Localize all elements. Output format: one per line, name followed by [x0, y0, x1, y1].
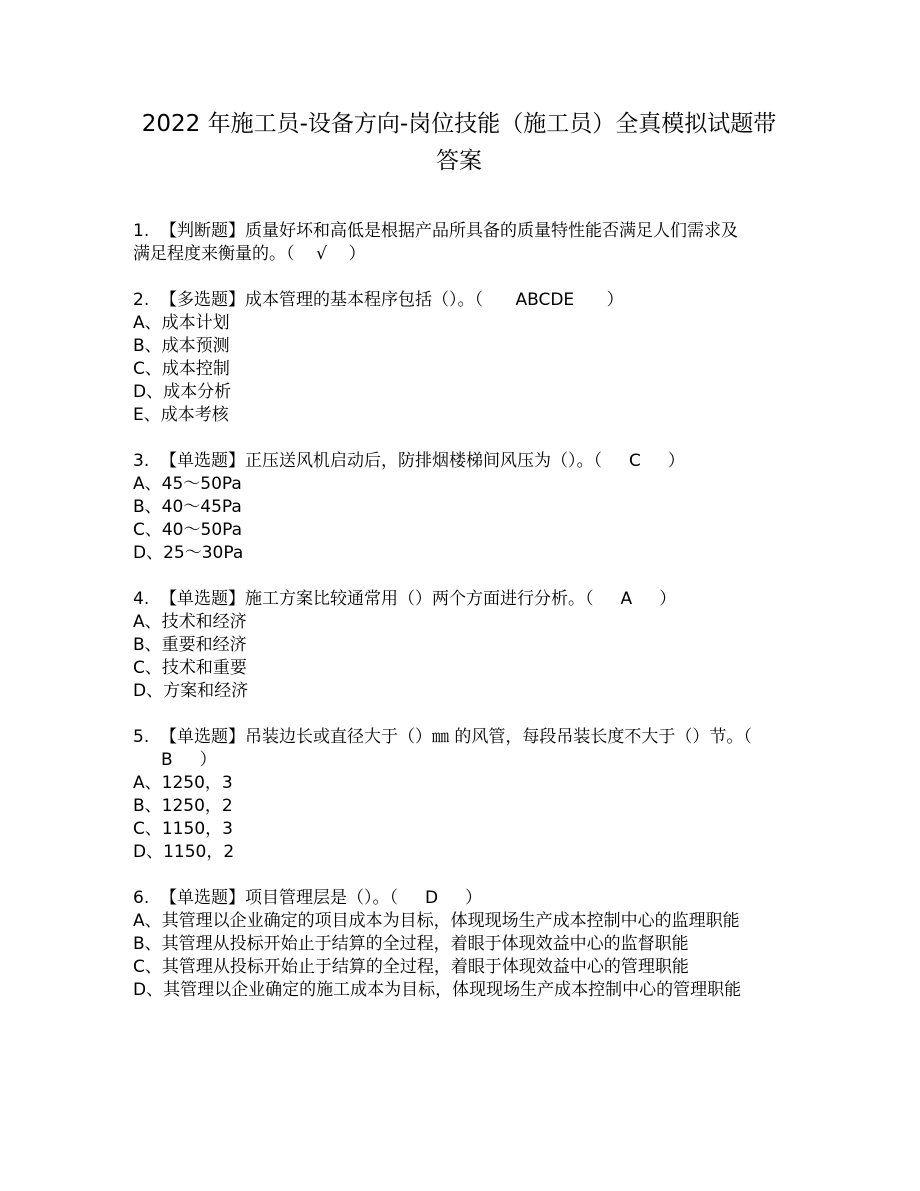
- option-c[interactable]: C、40～50Pa: [133, 520, 243, 540]
- option-a[interactable]: A、45～50Pa: [133, 474, 242, 494]
- option-a[interactable]: A、1250，3: [133, 773, 233, 793]
- option-list: [133, 312, 785, 427]
- option-b[interactable]: B、成本预测: [133, 336, 230, 356]
- option-list: [133, 910, 785, 1002]
- option-e[interactable]: E、成本考核: [133, 405, 229, 425]
- option-d[interactable]: D、1150，2: [133, 842, 235, 862]
- question-list: [133, 180, 785, 1002]
- option-a[interactable]: A、技术和经济: [133, 612, 247, 632]
- option-b[interactable]: B、其管理从投标开始止于结算的全过程，着眼于体现效益中心的监督职能: [133, 934, 689, 954]
- question-stem-continuation: 满足程度来衡量的。（ √ ）: [133, 244, 366, 264]
- question-item-2: [133, 289, 785, 427]
- option-list: [133, 611, 785, 703]
- question-stem: 6. 【单选题】项目管理层是（）。（ D ）: [133, 888, 483, 908]
- option-a[interactable]: A、成本计划: [133, 313, 230, 333]
- option-c[interactable]: C、其管理从投标开始止于结算的全过程，着眼于体现效益中心的管理职能: [133, 957, 689, 977]
- option-b[interactable]: B、重要和经济: [133, 635, 247, 655]
- question-item-4: [133, 588, 785, 703]
- option-list: [133, 772, 785, 864]
- option-d[interactable]: D、成本分析: [133, 382, 232, 402]
- option-d[interactable]: D、25～30Pa: [133, 543, 244, 563]
- option-d[interactable]: D、其管理以企业确定的施工成本为目标，体现现场生产成本控制中心的管理职能: [133, 980, 742, 1000]
- option-c[interactable]: C、成本控制: [133, 359, 230, 379]
- question-stem-continuation: B ）: [161, 750, 217, 770]
- option-c[interactable]: C、技术和重要: [133, 658, 247, 678]
- page-title: 2022 年施工员-设备方向-岗位技能（施工员）全真模拟试题带答案: [141, 111, 777, 174]
- option-d[interactable]: D、方案和经济: [133, 681, 249, 701]
- question-item-6: [133, 887, 785, 1002]
- option-b[interactable]: B、40～45Pa: [133, 497, 242, 517]
- option-b[interactable]: B、1250，2: [133, 796, 233, 816]
- document-content: [133, 0, 785, 1025]
- question-stem: 1. 【判断题】质量好坏和高低是根据产品所具备的质量特性能否满足人们需求及: [133, 221, 739, 241]
- question-item-3: [133, 450, 785, 565]
- question-stem: 5. 【单选题】吊装边长或直径大于（）㎜ 的风管，每段吊装长度不大于（）节。（: [133, 727, 752, 747]
- question-stem: 4. 【单选题】施工方案比较通常用（）两个方面进行分析。（ A ）: [133, 589, 677, 609]
- question-stem: 3. 【单选题】正压送风机启动后，防排烟楼梯间风压为（）。（ C ）: [133, 451, 685, 471]
- question-item-1: [133, 220, 785, 266]
- question-item-5: [133, 726, 785, 864]
- option-list: [133, 473, 785, 565]
- option-c[interactable]: C、1150，3: [133, 819, 233, 839]
- option-a[interactable]: A、其管理以企业确定的项目成本为目标，体现现场生产成本控制中心的监理职能: [133, 911, 740, 931]
- question-stem: 2. 【多选题】成本管理的基本程序包括（）。（ ABCDE ）: [133, 290, 624, 310]
